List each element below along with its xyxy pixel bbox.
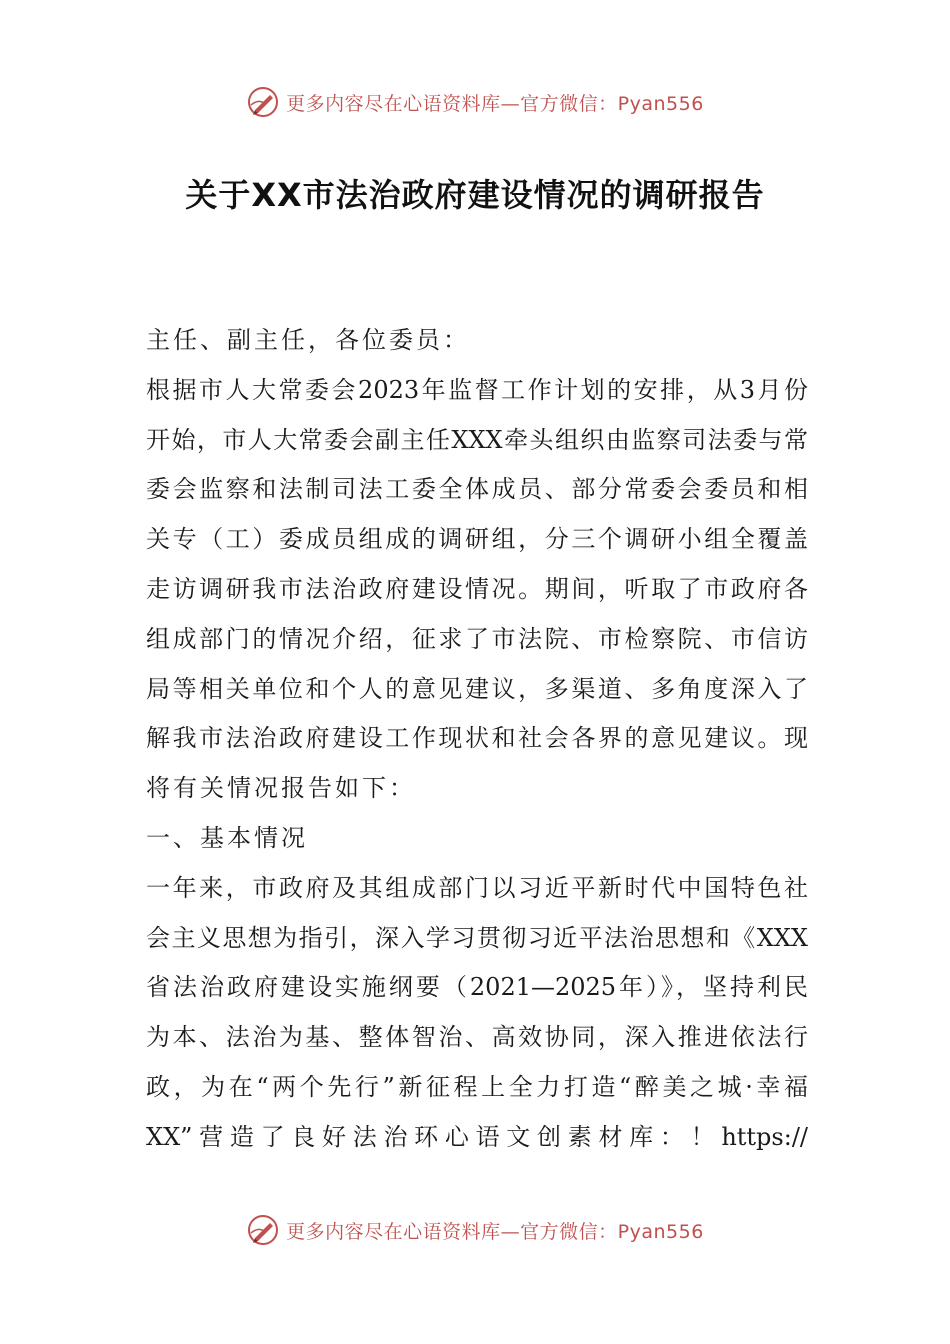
section-heading: 一、基本情况 [146, 823, 308, 852]
paragraph-line: 一年来，市政府及其组成部门以习近平新时代中国特色社 [146, 873, 808, 902]
document-body [146, 316, 808, 1163]
paragraph-line: 解我市法治政府建设工作现状和社会各界的意见建议。现 [146, 724, 808, 753]
paragraph-line: 开始，市人大常委会副主任XXX牵头组织由监察司法委与常 [146, 425, 808, 454]
pen-logo-icon [246, 1213, 280, 1247]
paragraph-line: 局等相关单位和个人的意见建议，多渠道、多角度深入了 [146, 674, 808, 703]
paragraph-line: 委会监察和法制司法工委全体成员、部分常委会委员和相 [146, 475, 808, 504]
wechat-id: Pyan556 [617, 1220, 704, 1243]
watermark-text: 更多内容尽在心语资料库—官方微信：Pyan556 [286, 92, 704, 115]
paragraph-line: 根据市人大常委会2023年监督工作计划的安排，从3月份 [146, 375, 808, 404]
pen-logo-icon [246, 85, 280, 119]
salutation-line: 主任、副主任，各位委员： [146, 326, 470, 354]
paragraph-line: 政，为在“两个先行”新征程上全力打造“醉美之城·幸福 [146, 1072, 808, 1101]
paragraph-line: 走访调研我市法治政府建设情况。期间，听取了市政府各 [146, 574, 808, 603]
document-title: 关于XX市法治政府建设情况的调研报告 [185, 176, 765, 214]
wechat-id: Pyan556 [617, 92, 704, 115]
paragraph-line: 为本、法治为基、整体智治、高效协同，深入推进依法行 [146, 1023, 808, 1052]
watermark-text: 更多内容尽在心语资料库—官方微信：Pyan556 [286, 1220, 704, 1243]
paragraph-line: 组成部门的情况介绍，征求了市法院、市检察院、市信访 [146, 624, 808, 653]
paragraph-line: 会主义思想为指引，深入学习贯彻习近平法治思想和《XXX [146, 923, 808, 952]
paragraph-line: XX”营造了良好法治环心语文创素材库：！https:// [146, 1122, 808, 1151]
footer-watermark [0, 1210, 950, 1250]
paragraph-line: 将有关情况报告如下： [146, 774, 416, 803]
paragraph-line: 关专（工）委成员组成的调研组，分三个调研小组全覆盖 [146, 525, 808, 554]
header-watermark [0, 82, 950, 122]
paragraph-line: 省法治政府建设实施纲要（2021—2025年）》，坚持利民 [146, 973, 808, 1002]
